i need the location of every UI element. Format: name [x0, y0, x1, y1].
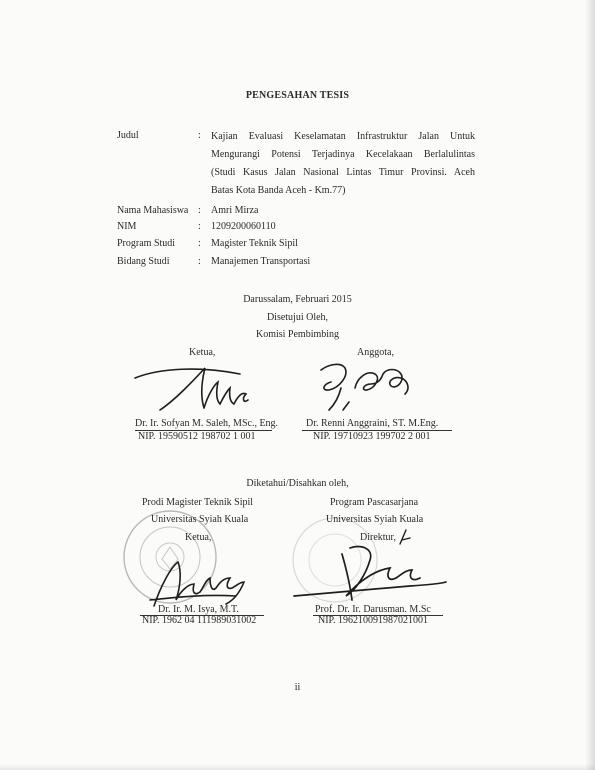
- anggota-label: Anggota,: [357, 347, 394, 358]
- place-date: Darussalam, Februari 2015: [243, 294, 352, 305]
- direktur-nip: NIP. 196210091987021001: [318, 615, 429, 626]
- anggota-nip: NIP. 19710923 199702 2 001: [313, 431, 431, 442]
- left-unit: Prodi Magister Teknik Sipil: [142, 497, 254, 508]
- nim-value: 1209200060110: [211, 221, 276, 232]
- right-university: Universitas Syiah Kuala: [326, 514, 424, 525]
- page-number: ii: [294, 682, 301, 693]
- left-role: Ketua,: [185, 532, 212, 543]
- judul-label: Judul: [117, 130, 139, 141]
- nama-label: Nama Mahasiswa: [117, 205, 189, 216]
- left-university: Universitas Syiah Kuala: [151, 514, 249, 525]
- prodi-label: Program Studi: [117, 238, 176, 249]
- direktur-signature: [290, 540, 450, 610]
- colon: :: [198, 130, 201, 141]
- page-edge-shadow: [585, 0, 595, 770]
- committee-title: Komisi Pembimbing: [255, 329, 340, 340]
- judul-line: Kajian Evaluasi Keselamatan Infrastruktur Jalan Untuk: [211, 131, 475, 142]
- ack-heading: Diketahui/Disahkan oleh,: [246, 478, 349, 489]
- judul-line: Batas Kota Banda Aceh - Km.77): [211, 185, 346, 196]
- judul-line: (Studi Kasus Jalan Nasional Lintas Timur Provinsi. Aceh: [211, 167, 475, 178]
- prodi-value: Magister Teknik Sipil: [211, 238, 298, 249]
- ketua-signature: [130, 360, 270, 420]
- anggota-signature: [315, 358, 425, 418]
- right-role: Direktur,: [360, 532, 396, 543]
- right-unit: Program Pascasarjana: [330, 497, 419, 508]
- ketua-name: Dr. Ir. Sofyan M. Saleh, MSc., Eng.: [135, 418, 279, 429]
- bidang-value: Manajemen Transportasi: [211, 256, 311, 267]
- kaprodi-signature: [140, 548, 250, 612]
- nama-value: Amri Mirza: [211, 205, 259, 216]
- nim-label: NIM: [117, 221, 137, 232]
- colon: :: [198, 221, 201, 232]
- ketua-nip: NIP. 19590512 198702 1 001: [138, 431, 256, 442]
- page-title: PENGESAHAN TESIS: [245, 90, 350, 101]
- kaprodi-nip: NIP. 1962 04 111989031002: [142, 615, 257, 626]
- colon: :: [198, 256, 201, 267]
- direktur-name: Prof. Dr. Ir. Darusman. M.Sc: [315, 604, 431, 615]
- anggota-name: Dr. Renni Anggraini, ST. M.Eng.: [306, 418, 439, 429]
- bidang-label: Bidang Studi: [117, 256, 170, 267]
- kaprodi-name: Dr. Ir. M. Isya, M.T.: [158, 604, 239, 615]
- page-bottom-edge: [0, 764, 595, 770]
- colon: :: [198, 238, 201, 249]
- judul-value: [211, 128, 475, 200]
- colon: :: [198, 205, 201, 216]
- judul-line: Mengurangi Potensi Terjadinya Kecelakaan Berlalulintas: [211, 149, 475, 160]
- ketua-label: Ketua,: [189, 347, 216, 358]
- approved-by: Disetujui Oleh,: [266, 312, 329, 323]
